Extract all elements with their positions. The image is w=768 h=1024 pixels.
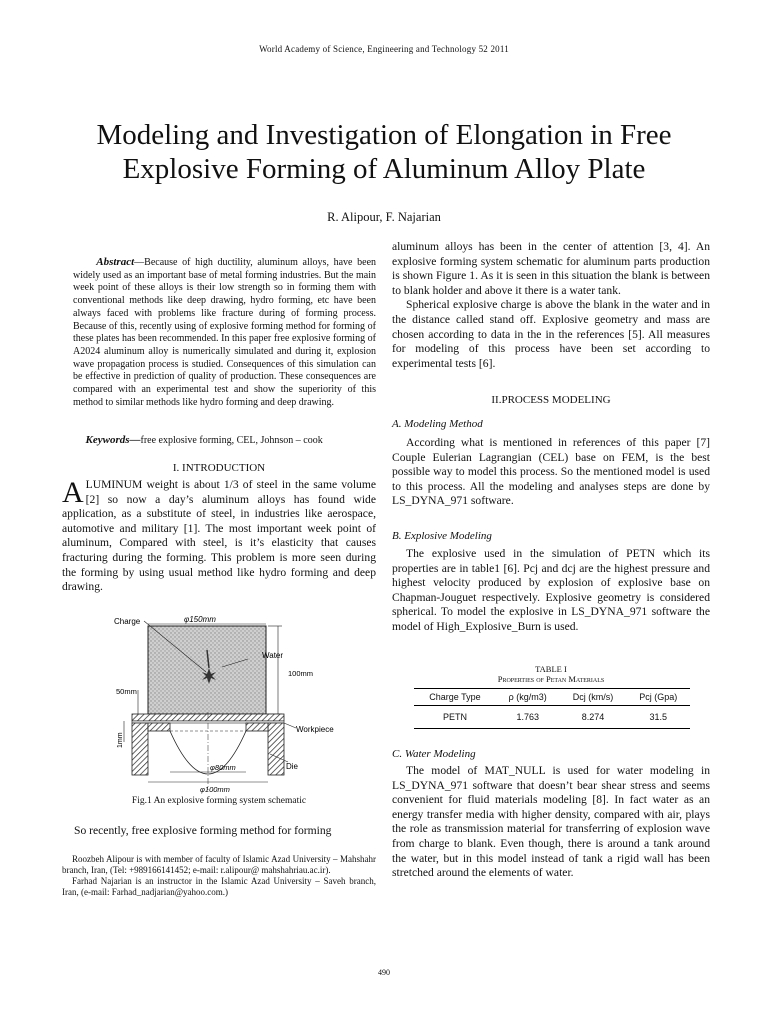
label-t1: 1mm [117,732,124,748]
heading-number: I. [172,462,180,474]
label-d150: φ150mm [184,615,216,624]
keywords-text: free explosive forming, CEL, Johnson – cook [140,435,323,446]
abstract [73,256,376,409]
table-header-row [414,689,690,706]
keywords-label: Keywords— [85,434,141,446]
intro-paragraph [62,478,376,595]
authors: R. Alipour, F. Najarian [327,210,441,224]
subheading-explosive-modeling: B. Explosive Modeling [392,530,492,542]
label-charge: Charge [114,617,141,626]
die-left [132,723,148,775]
footnote-1: Roozbeh Alipour is with member of faculty of Islamic Azad University – Mahshahr branch, Iran, (Tel: +989166141452; e-mail: r.alipour@ mahshahriau.ac.ir). [62,854,376,875]
paragraph-explosive-modeling: The explosive used in the simulation of PETN which its properties are in table1 [6]. Pcj and dcj are the highest pressure and highest velocity produced by explosion of explosive base on Chapman-Jouguet respectively. Explosive geometry is considered spherical. To model the explosive in LS_DYNA_971 software the model of High_Explosive_Burn is used. [392,547,710,633]
footnotes [62,854,376,898]
table-cell: 1.763 [516,712,539,722]
properties-table [414,688,690,729]
abstract-label: Abstract [96,256,135,268]
label-water: Water [262,651,284,660]
table-header: Charge Type [429,692,481,702]
page-number: 490 [378,968,390,977]
intro-first-word: LUMINUM [85,478,143,491]
keywords [73,434,376,446]
label-h50: 50mm [116,687,137,696]
table-cell: PETN [442,712,467,722]
label-d100: φ100mm [200,785,230,794]
table-label: TABLE I [535,664,567,674]
abstract-text: Because of high ductility, aluminum alloys, have been widely used as an important base of metal forming industries. But the main week point of these alloys is their low strength so in forming them with conventional methods like deep drawing, hydro forming, etc have been always faced with problems like fracture during of forming process. Because of this, recently using of explosive forming method for forming of these plates has been recommended. In this paper free explosive forming of A2024 aluminum alloy is numerically simulated and during it, explosion wave propagation process is studied. Consequences of this simulation can be effective in prediction of quality of production. These consequences are compared with an experimental test and show the superiority of this method to similar methods like hydro forming and deep drawing. [73,257,377,408]
dropcap: A [62,476,84,509]
running-header: World Academy of Science, Engineering and Technology 52 2011 [259,44,509,54]
footnote-2: Farhad Najarian is an instructor in the Islamic Azad University – Saveh branch, Iran, (e-mail: Farhad_nadjarian@yahoo.com.) [62,876,376,897]
section-heading-introduction [62,462,376,474]
paper-title: Modeling and Investigation of Elongation in Free Explosive Forming of Aluminum Alloy Plate [96,119,672,185]
table-title: Properties of Petan Materials [497,674,605,684]
right-paragraph-2: Spherical explosive charge is above the blank in the water and in the distance called stand off. Explosive geometry and mass are chosen according to data in the in the references [5]. All measures for modeling of this process have been set according to experimental tests [6]. [392,298,710,370]
workpiece-leader [284,723,296,728]
section-heading-process-modeling: II.PROCESS MODELING [491,394,611,406]
label-die: Die [286,762,299,771]
table-header: Pcj (Gpa) [639,692,678,702]
paragraph-modeling-method: According what is mentioned in references of this paper [7] Couple Eulerian Lagrangian (CEL) base on FEM, is the best possible way to model this process. So the mentioned model is used to this process. All the modeling and analyses steps are done by LS_DYNA_971 software. [392,436,710,508]
label-workpiece: Workpiece [296,725,334,734]
die-right [268,723,284,775]
right-column-intro [392,240,710,371]
heading-first: I [182,462,186,474]
paragraph-water-modeling: The model of MAT_NULL is used for water modeling in LS_DYNA_971 software that doesn’t bear shear stress and seems convenient for fluid materials modeling [8]. In fact water as an energy transfer media with higher density, compared with air, plays the role as transmission material for transferring of explosion wave from charge to blank. Even though, there is around a tank around the water, but in this model instead of tank a rigid wall has been stretched around the elements of water. [392,764,710,880]
table-row [414,706,690,729]
intro-text: weight is about 1/3 of steel in the same volume [2] so now a day’s aluminum alloys has found wide application, as a substitute of steel, in industries like aerospace, automotive and military [1]. The most important week point of aluminum, Compared with steel, is it’s elasticity that causes fracturing during the forming. This problem is more seen during the forming by using usual method like hydro forming and deep drawing. [62,478,376,594]
table-header: Dcj (km/s) [572,692,614,702]
left-column-tail: So recently, free explosive forming method for forming [74,824,332,837]
figure-schematic [110,612,350,794]
subheading-modeling-method: A. Modeling Method [392,418,483,430]
figure-caption: Fig.1 An explosive forming system schematic [131,796,307,806]
table-cell: 8.274 [581,712,605,722]
abstract-dash: — [134,257,145,268]
label-h100: 100mm [288,669,314,678]
table-cell: 31.5 [649,712,667,722]
right-paragraph-1: aluminum alloys has been in the center of attention [3, 4]. An explosive forming system schematic for aluminum parts production is shown Figure 1. As it is seen in this situation the blank is between to blank holder and above it there is a water tank. [392,240,710,297]
heading-rest: NTRODUCTION [185,462,266,474]
table-header: ρ (kg/m3) [508,692,547,702]
label-d80: φ80mm [210,763,236,772]
subheading-water-modeling: C. Water Modeling [392,748,476,760]
